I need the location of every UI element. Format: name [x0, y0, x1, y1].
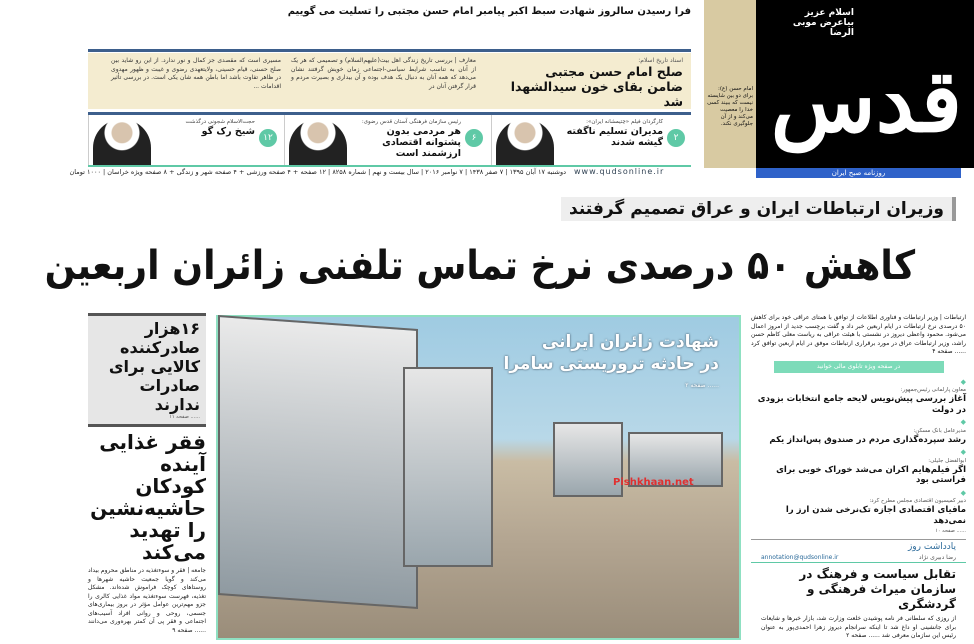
- feature-text-1: معارف | بررسی تاریخ زندگی اهل بیت(علیهم‌السلام) و تصمیمی که هر یک از آنان به تناسب شرایط سیاسی-اجتماعی زمان خویش گرفتند نشان می‌دهد که همه آنان به دنبال یک هدف بوده و آن بیداری و بصیرت مردم و قرار گرفتن آنان در: [291, 57, 476, 90]
- bus-wreck: [403, 367, 493, 567]
- annotation-column[interactable]: [751, 539, 966, 641]
- feature-title-1: صلح امام حسن مجتبی: [545, 64, 683, 79]
- teaser-caption: حجت‌الاسلام شجونی درگذشت: [185, 119, 255, 125]
- masthead: [756, 0, 974, 168]
- page-ref: ...... صفحه ۱۱: [169, 414, 200, 420]
- divider: [88, 49, 691, 52]
- lead-photo[interactable]: [216, 315, 741, 640]
- item-caption: ◆ مدیرعامل بانک مسکن:: [913, 427, 966, 434]
- main-headline[interactable]: کاهش ۵۰ درصدی نرخ تماس تلفنی زائران اربعین: [44, 243, 916, 289]
- feature-teaser[interactable]: [491, 115, 691, 165]
- right-column: [751, 314, 966, 644]
- photo-title-2: در حادثه تروریستی سامرا: [503, 354, 719, 374]
- teaser-title: هر مردمی بدون پشتوانه اقتصادی ارزشمند است: [382, 126, 461, 159]
- annotation-text: از روزی که سلطانی فر نامه پوشیدن خلعت وزارت شد، بازار خبرها و شایعات برای جانشینی او داغ شد تا اینکه سرانجام دیروز زهرا احمدی‌پور به عنوان رئیس این سازمان معرفی شد ...... صفحه ۲: [761, 615, 956, 639]
- feature-box[interactable]: [88, 53, 691, 109]
- annotation-author: رضا دبیری نژاد: [918, 554, 956, 561]
- news-list: [751, 377, 966, 536]
- top-banner: فرا رسیدن سالروز شهادت سبط اکبر پیامبر امام حسن مجتبی را تسلیت می گوییم: [287, 6, 691, 17]
- teaser-title: مدیران تسلیم ناگفته گیشه شدند: [566, 126, 663, 148]
- left-headline[interactable]: فقر غذایی آینده کودکان حاشیه‌نشین را تهدید می‌کند: [90, 430, 206, 564]
- list-item[interactable]: [751, 417, 966, 445]
- page-number-badge: ۶: [465, 129, 483, 147]
- feature-teaser[interactable]: [88, 115, 283, 165]
- feature-teaser[interactable]: [284, 115, 489, 165]
- feature-kicker: اسناد تاریخ اسلام:: [638, 57, 683, 64]
- watermark: Pishkhaan.net: [613, 477, 694, 488]
- masthead-tagline: روزنامه صبح ایران: [756, 168, 961, 178]
- newspaper-logo: قدس: [770, 51, 962, 152]
- item-title: اگر فیلم‌هایم اکران می‌شد خوراک خوبی برای فراستی بود: [776, 464, 966, 485]
- section-tag: در صفحه ویژه تابلوی مالی خوانید: [774, 361, 944, 373]
- item-title: آغاز بررسی پیش‌نویس لایحه جامع انتخابات بزودی در دولت: [757, 394, 966, 415]
- page-ref: ...... صفحه ۲: [685, 382, 719, 389]
- main-headline-wrap: [44, 236, 960, 302]
- teaser-title: شیخ رک گو: [201, 126, 255, 137]
- item-caption: ◆ ابوالفضل جلیلی:: [928, 457, 966, 464]
- annotation-label: یادداشت روز: [907, 542, 956, 552]
- left-article-text: جامعه | فقر و سوءتغذیه در مناطق محروم بیداد می‌کند و گویا جمعیت حاشیه شهرها و روستاهای کوچک فراموش شده‌اند. مشکل تغذیه، فهرست سوءتغذیه مواد غذایی کالری را جزو مهم‌ترین عوامل مؤثر در بروز بیماری‌های جسمی، روحی و روانی افراد آسیب‌های اجتماعی و فقر پی آن کمتر بهره‌وری می‌دانند ...... صفحه ۹: [88, 567, 206, 634]
- annotation-email[interactable]: annotation@qudsonline.ir: [761, 554, 839, 561]
- bus-wreck: [218, 315, 418, 609]
- item-title: رشد سپرده‌گذاری مردم در صندوق پس‌انداز یکم: [769, 434, 966, 445]
- left-column: [88, 313, 206, 644]
- masthead-slogan: اسلام عزیز بیاعرض موبی الرضا: [792, 8, 854, 38]
- teaser-caption: کارگردان فیلم «چتیمشانه ایران»:: [586, 119, 663, 125]
- portrait-photo: [496, 119, 554, 165]
- date-bar: دوشنبه ۱۷ آبان ۱۳۹۵ | ۷ صفر ۱۴۳۸ | ۷ نوامبر ۲۰۱۶ | سال بیست و نهم | شماره ۸۲۵۸ | ۱۲ صفحه + ۴ صفحه ورزشی + ۴ صفحه شهر و زندگی + ۸ صفحه ویژه خراسان | ۱۰۰۰ تومان: [69, 168, 566, 176]
- feature-title-2: ضامن بقای خون سیدالشهدا شد: [510, 79, 683, 109]
- page-number-badge: ۱۲: [259, 129, 277, 147]
- lead-article-text: ارتباطات | وزیر ارتباطات و فناوری اطلاعات از توافق با همتای عراقی خود برای کاهش ۵۰ درصدی نرخ ارتباطات در ایام اربعین خبر داد و گفت برچسب جدید از امروز اعمال می‌شود. محمود واعظی دیروز در نشستی با هیئت عراقی به ریاست معلی کاظم حسن راشد، وزیر ارتباطات عراق در مورد برقراری ارتباطات موفق در ایام اربعین توافق کرد ...... صفحه ۴: [751, 314, 966, 355]
- feature-heading: [488, 57, 683, 109]
- list-item[interactable]: [751, 377, 966, 416]
- website-link[interactable]: www.qudsonline.ir: [574, 167, 665, 176]
- feature-text-2: مسیری است که مقصدی جز کمال و نور ندارد. از این رو شاید بین صلح حسنی، قیام حسینی، ولایتعهدی رضوی و غیبت و ظهور مهدوی در ظاهر تفاوت باشد اما باطن همه شان یکی است. در بررسی تأثیر اقدامات ...: [111, 57, 281, 90]
- teaser-caption: رئیس سازمان فرهنگی آستان قدس رضوی:: [361, 119, 461, 125]
- photo-title-1: شهادت زائران ایرانی: [541, 332, 719, 352]
- portrait-photo: [93, 119, 151, 165]
- annotation-title: تقابل سیاست و فرهنگ در سازمان میراث فرهنگی و گردشگری: [799, 567, 956, 611]
- portrait-photo: [289, 119, 347, 165]
- item-caption: ◆ دبیر کمیسیون اقتصادی مجلس مطرح کرد:: [869, 498, 966, 504]
- masthead-quote: امام حسن (ع): برای دو بین شایسته نیست که ببیند کسی خدا را معصیت می‌کند و از آن جلوگیری نکند.: [704, 0, 756, 168]
- left-box-title: ۱۶هزار صادرکننده کالایی برای صادرات ندارند: [108, 319, 200, 414]
- item-caption: ◆ معاون پارلمانی رئیس‌جمهور:: [900, 387, 966, 393]
- page-number-badge: ۲: [667, 129, 685, 147]
- list-item[interactable]: [751, 488, 966, 527]
- item-title: مافیای اقتصادی اجازه تک‌نرخی شدن ارز را نمی‌دهد: [785, 505, 966, 526]
- photo-title: [504, 331, 719, 397]
- left-news-box[interactable]: [88, 313, 206, 427]
- subheadline: وزیران ارتباطات ایران و عراق تصمیم گرفتند: [561, 197, 956, 221]
- list-item[interactable]: [751, 447, 966, 486]
- page-ref: ...... صفحه ۱۰: [935, 528, 966, 534]
